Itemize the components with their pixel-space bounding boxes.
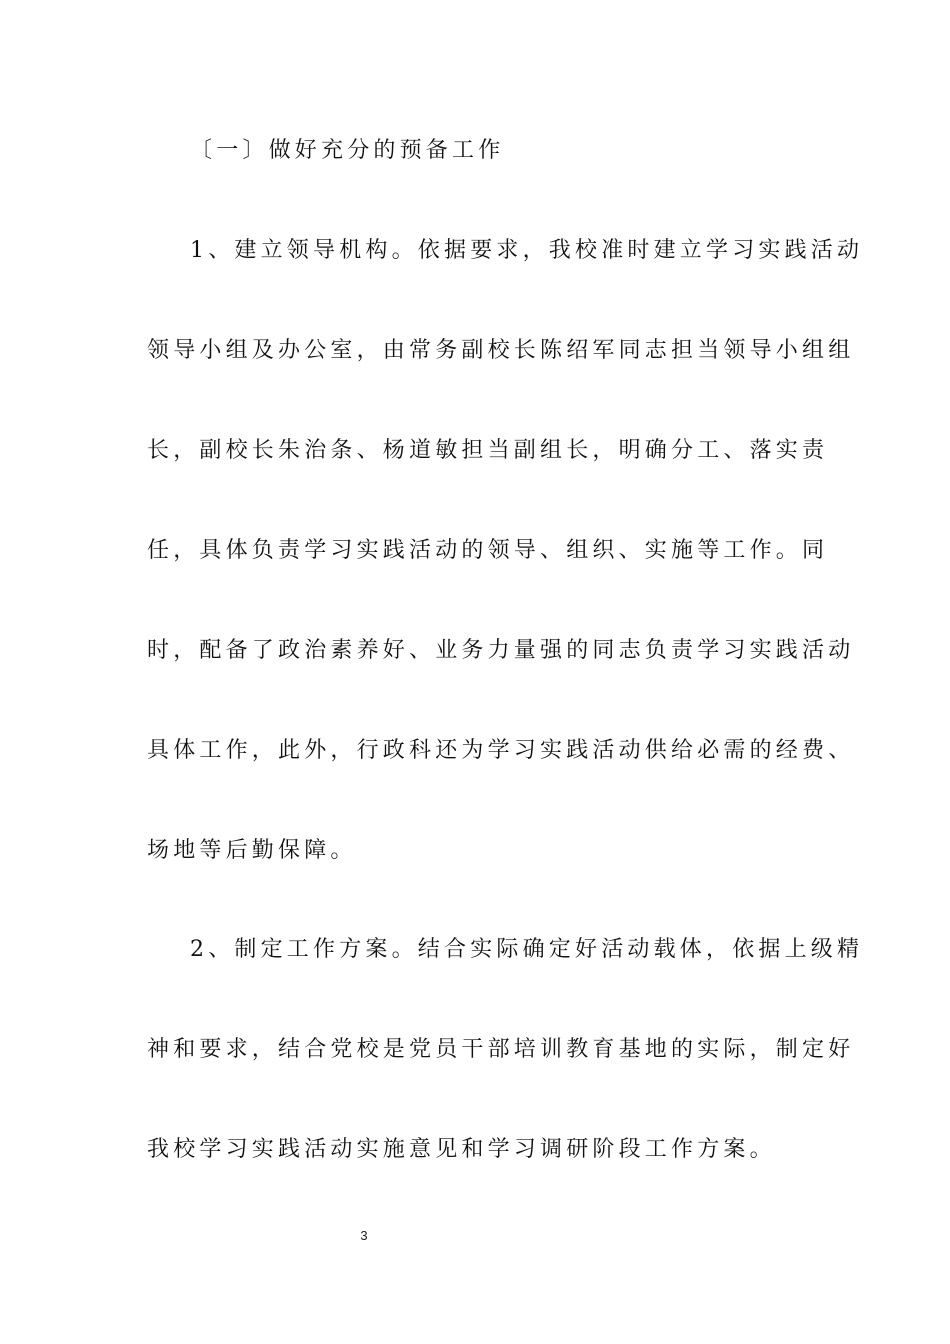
paragraph-line: 2、制定工作方案。结合实际确定好活动载体，依据上级精: [190, 937, 864, 962]
paragraph-line: 场地等后勤保障。: [147, 838, 357, 863]
paragraph-line: 神和要求，结合党校是党员干部培训教育基地的实际，制定好: [147, 1037, 855, 1062]
paragraph-line: 1、建立领导机构。依据要求，我校准时建立学习实践活动: [190, 238, 864, 263]
paragraph-line: 具体工作，此外，行政科还为学习实践活动供给必需的经费、: [147, 738, 855, 763]
paragraph-line: 我校学习实践活动实施意见和学习调研阶段工作方案。: [147, 1137, 776, 1162]
paragraph-line: 时，配备了政治素养好、业务力量强的同志负责学习实践活动: [147, 638, 855, 663]
paragraph-line: 长，副校长朱治条、杨道敏担当副组长，明确分工、落实责: [147, 438, 829, 463]
paragraph-line: 任，具体负责学习实践活动的领导、组织、实施等工作。同: [147, 538, 829, 563]
section-heading: 〔一〕做好充分的预备工作: [190, 138, 505, 163]
page-number: 3: [360, 1228, 368, 1243]
paragraph-line: 领导小组及办公室，由常务副校长陈绍军同志担当领导小组组: [147, 338, 855, 363]
